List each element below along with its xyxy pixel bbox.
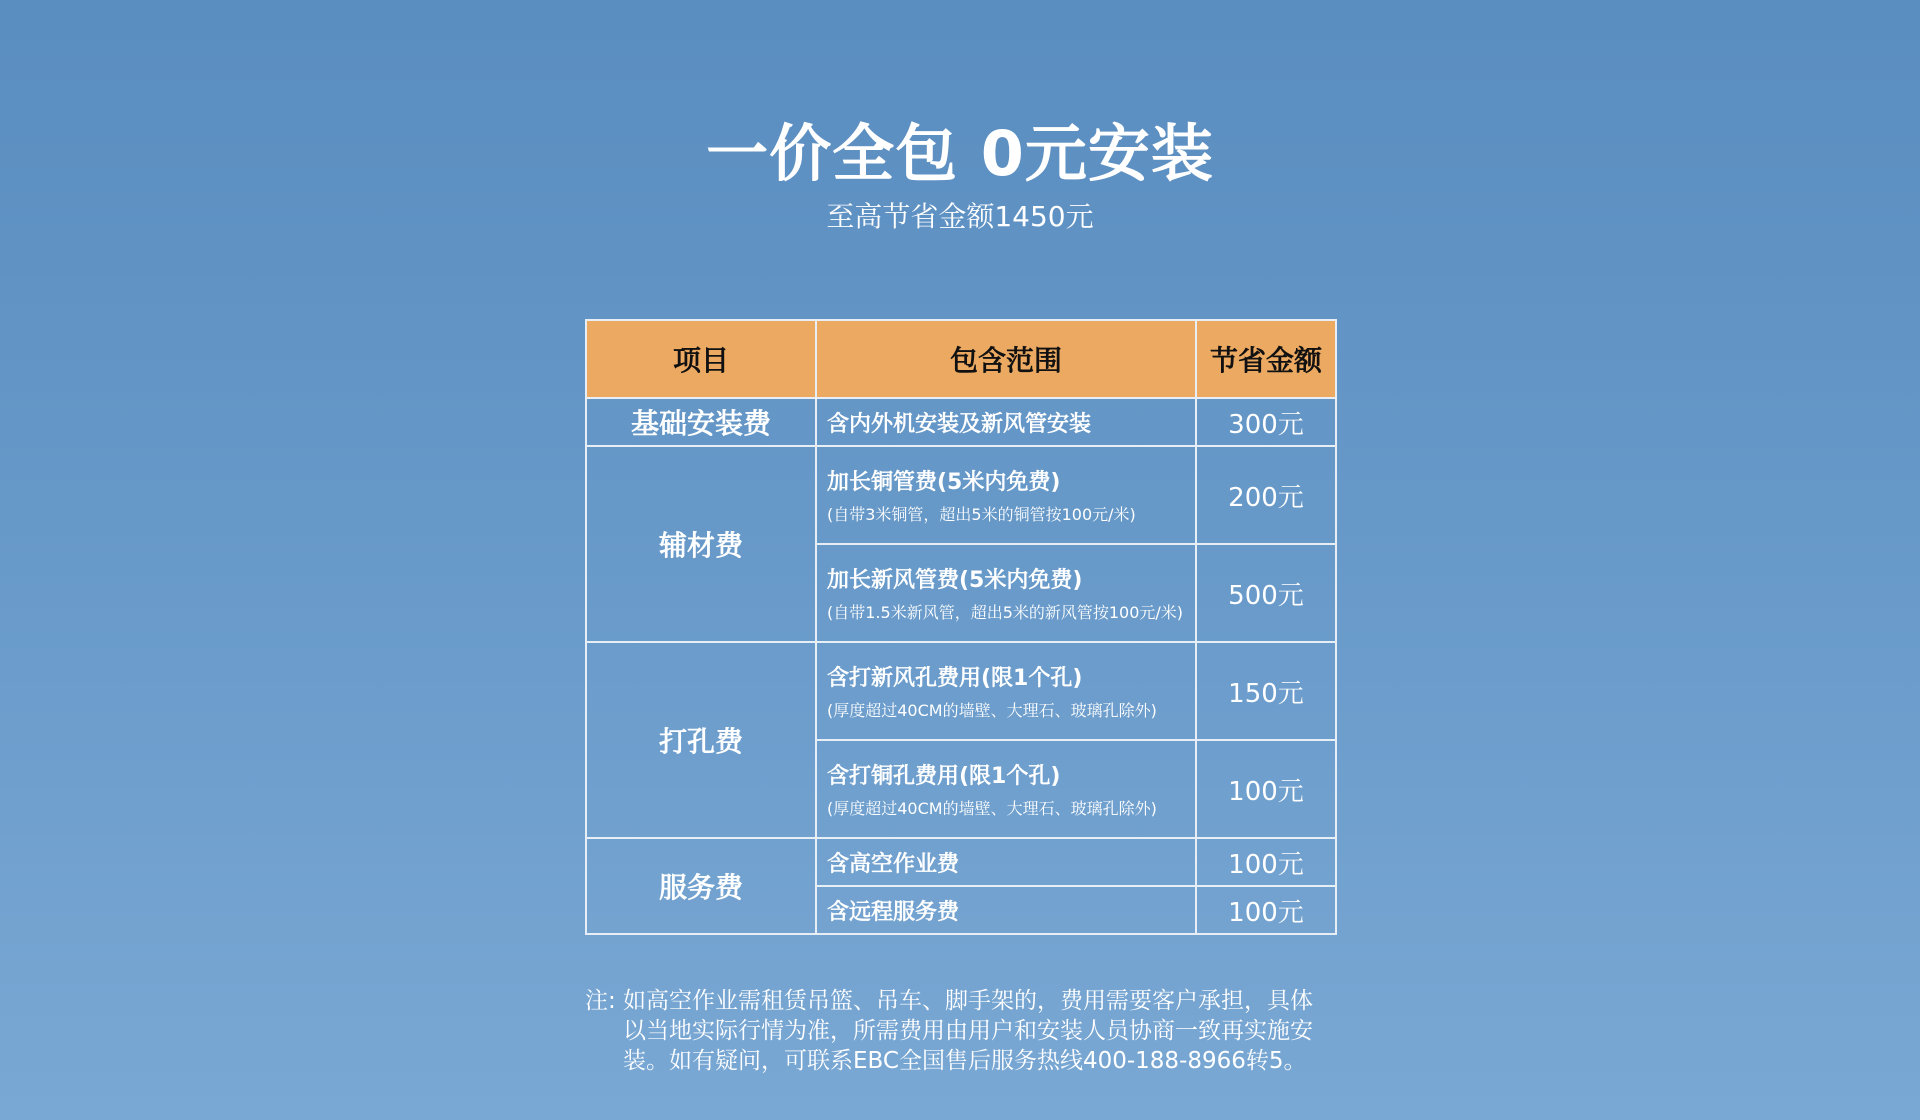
scope-cell bbox=[816, 838, 1196, 886]
scope-text: 含打铜孔费用(限1个孔) bbox=[827, 764, 1061, 789]
scope-note: (厚度超过40CM的墙壁、大理石、玻璃孔除外) bbox=[827, 799, 1157, 818]
table-row bbox=[586, 642, 1336, 740]
footnote bbox=[585, 986, 1335, 1076]
category-cell: 辅材费 bbox=[586, 446, 816, 642]
amount-cell: 300元 bbox=[1196, 398, 1336, 446]
page-title: 一价全包 0元安装 bbox=[706, 117, 1214, 190]
scope-note: (自带3米铜管，超出5米的铜管按100元/米) bbox=[827, 505, 1136, 524]
scope-note: (自带1.5米新风管，超出5米的新风管按100元/米) bbox=[827, 603, 1184, 622]
scope-text: 含打新风孔费用(限1个孔) bbox=[827, 666, 1083, 691]
page-subtitle: 至高节省金额1450元 bbox=[826, 200, 1094, 233]
table-header-row bbox=[586, 320, 1336, 398]
amount-cell: 200元 bbox=[1196, 446, 1336, 544]
scope-cell bbox=[816, 398, 1196, 446]
table-row bbox=[586, 446, 1336, 544]
footnote-label: 注: bbox=[585, 988, 616, 1014]
table-row bbox=[586, 838, 1336, 886]
category-cell: 打孔费 bbox=[586, 642, 816, 838]
amount-cell: 100元 bbox=[1196, 838, 1336, 886]
amount-cell: 100元 bbox=[1196, 740, 1336, 838]
scope-cell bbox=[816, 544, 1196, 642]
amount-cell: 100元 bbox=[1196, 886, 1336, 934]
scope-cell bbox=[816, 740, 1196, 838]
header-item: 项目 bbox=[586, 320, 816, 398]
footnote-text: 如高空作业需租赁吊篮、吊车、脚手架的，费用需要客户承担，具体以当地实际行情为准，所需费用由用户和安装人员协商一致再实施安装。如有疑问，可联系EBC全国售后服务热线400-188-8966转5。 bbox=[623, 988, 1313, 1074]
amount-cell: 150元 bbox=[1196, 642, 1336, 740]
category-cell: 基础安装费 bbox=[586, 398, 816, 446]
header-saving: 节省金额 bbox=[1196, 320, 1336, 398]
scope-note: (厚度超过40CM的墙壁、大理石、玻璃孔除外) bbox=[827, 701, 1157, 720]
scope-text: 含高空作业费 bbox=[827, 851, 960, 877]
price-table bbox=[585, 319, 1337, 935]
scope-text: 加长铜管费(5米内免费) bbox=[827, 470, 1061, 495]
scope-cell bbox=[816, 446, 1196, 544]
table-row bbox=[586, 398, 1336, 446]
scope-text: 加长新风管费(5米内免费) bbox=[827, 568, 1083, 593]
scope-text: 含远程服务费 bbox=[827, 899, 960, 925]
scope-cell bbox=[816, 642, 1196, 740]
category-cell: 服务费 bbox=[586, 838, 816, 934]
amount-cell: 500元 bbox=[1196, 544, 1336, 642]
scope-text: 含内外机安装及新风管安装 bbox=[827, 411, 1092, 437]
header-scope: 包含范围 bbox=[816, 320, 1196, 398]
scope-cell bbox=[816, 886, 1196, 934]
